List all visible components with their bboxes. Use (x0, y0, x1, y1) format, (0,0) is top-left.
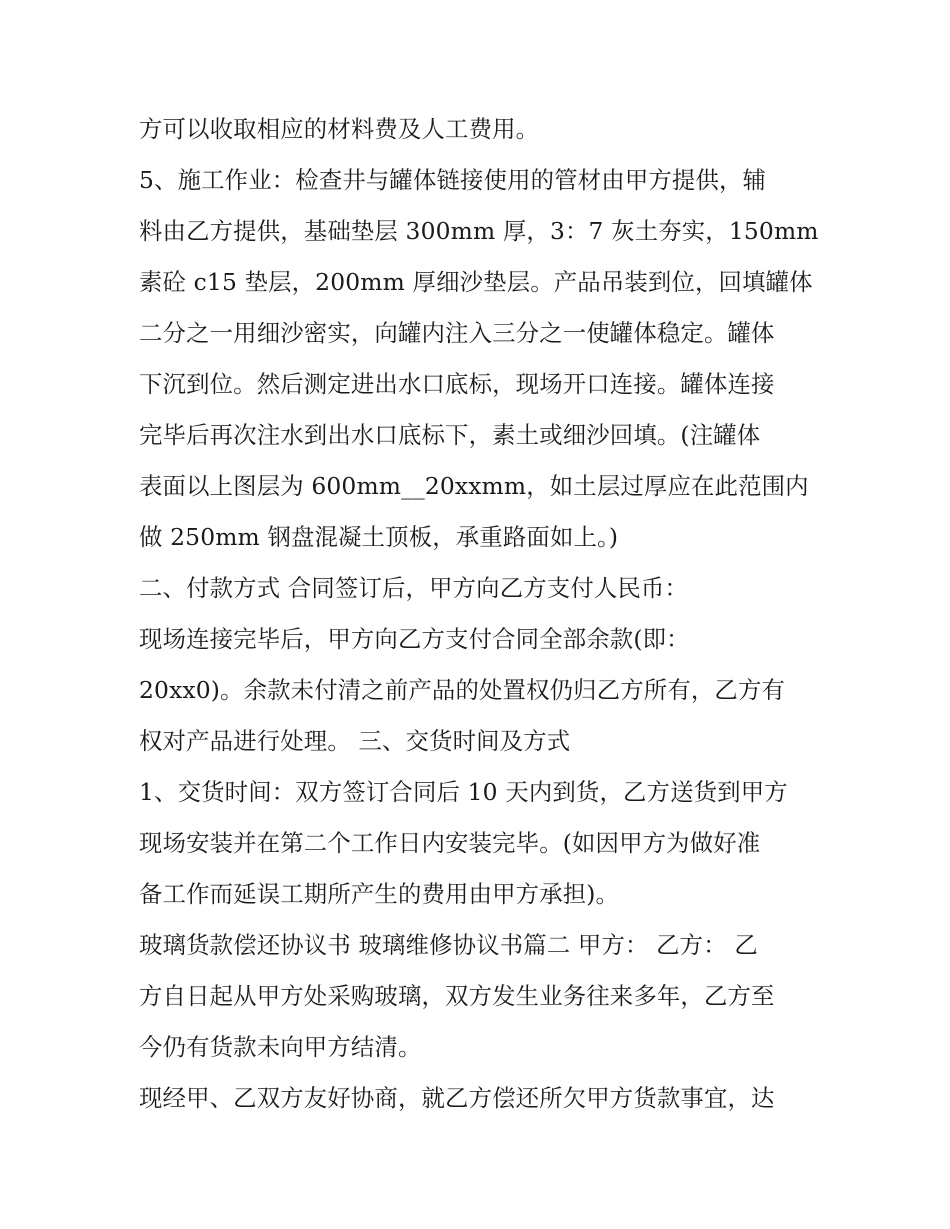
text-line: 料由乙方提供，基础垫层 300mm 厚，3：7 灰土夯实，150mm (139, 217, 819, 245)
text-line: 素砼 c15 垫层，200mm 厚细沙垫层。产品吊装到位，回填罐体 (139, 268, 813, 296)
text-line: 5、施工作业：检查井与罐体链接使用的管材由甲方提供，辅 (139, 166, 767, 194)
text-line: 备工作而延误工期所产生的费用由甲方承担)。 (139, 880, 620, 908)
document-body (139, 104, 819, 1124)
text-line: 1、交货时间：双方签订合同后 10 天内到货，乙方送货到甲方 (139, 778, 788, 806)
text-line: 今仍有货款未向甲方结清。 (139, 1033, 422, 1061)
text-line: 完毕后再次注水到出水口底标下，素土或细沙回填。(注罐体 (139, 421, 761, 449)
text-line: 现经甲、乙双方友好协商，就乙方偿还所欠甲方货款事宜，达 (139, 1084, 775, 1112)
text-line: 做 250mm 钢盘混凝土顶板，承重路面如上。) (139, 523, 619, 551)
text-line: 方可以收取相应的材料费及人工费用。 (139, 115, 540, 143)
text-line: 现场连接完毕后，甲方向乙方支付合同全部余款(即： (139, 625, 690, 653)
text-line: 二分之一用细沙密实，向罐内注入三分之一使罐体稳定。罐体 (139, 319, 775, 347)
agreement-title-line: 玻璃货款偿还协议书 玻璃维修协议书篇二 甲方： 乙方： 乙 (139, 931, 758, 959)
section-heading-payment: 二、付款方式 合同签订后，甲方向乙方支付人民币： (139, 574, 689, 602)
text-line: 方自日起从甲方处采购玻璃，双方发生业务往来多年，乙方至 (139, 982, 775, 1010)
section-heading-delivery: 权对产品进行处理。 三、交货时间及方式 (139, 727, 571, 755)
text-line: 现场安装并在第二个工作日内安装完毕。(如因甲方为做好准 (139, 829, 761, 857)
text-line: 20xx0)。余款未付清之前产品的处置权仍归乙方所有，乙方有 (139, 676, 786, 704)
text-line: 下沉到位。然后测定进出水口底标，现场开口连接。罐体连接 (139, 370, 775, 398)
text-line: 表面以上图层为 600mm__20xxmm，如土层过厚应在此范围内 (139, 472, 809, 500)
